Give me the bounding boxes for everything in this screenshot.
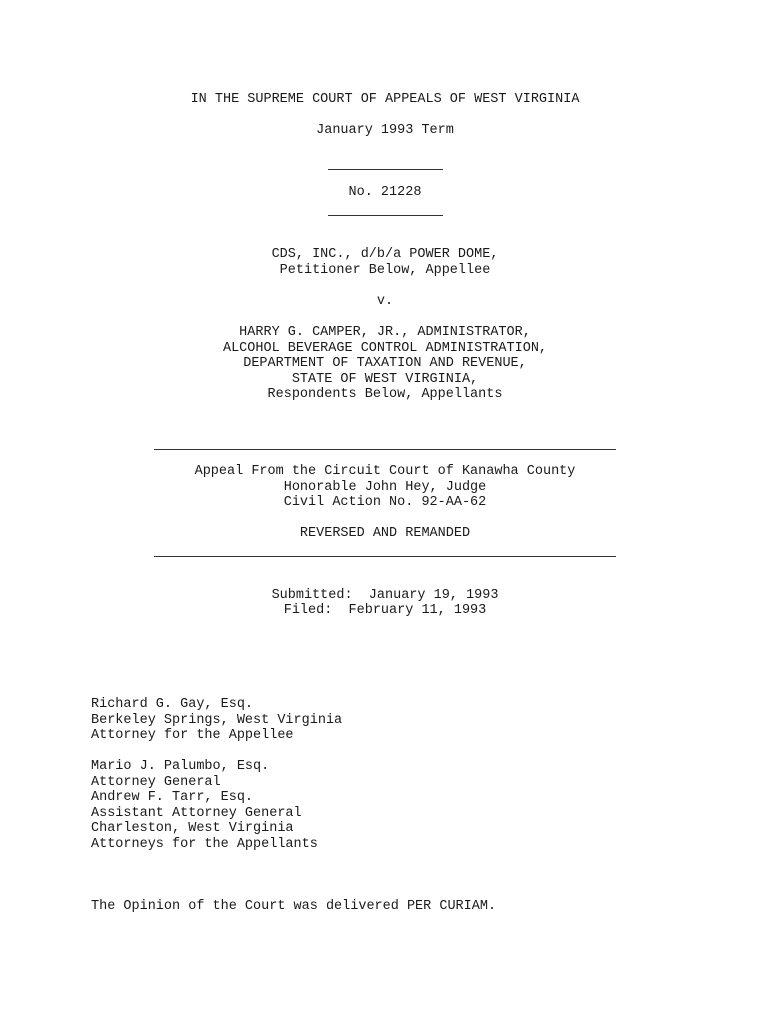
appeal-divider-top: [154, 449, 616, 450]
respondent-line: ALCOHOL BEVERAGE CONTROL ADMINISTRATION,: [222, 341, 548, 356]
appeal-from: Appeal From the Circuit Court of Kanawha County: [194, 464, 576, 479]
appellants-counsel-line: Attorney General: [91, 775, 221, 790]
appellee-counsel-line: Attorney for the Appellee: [91, 728, 294, 743]
court-title: IN THE SUPREME COURT OF APPEALS OF WEST VIRGINIA: [190, 92, 580, 107]
versus: v.: [376, 294, 394, 309]
disposition: REVERSED AND REMANDED: [299, 526, 471, 541]
appellants-counsel-line: Mario J. Palumbo, Esq.: [91, 759, 270, 774]
appellants-counsel-line: Attorneys for the Appellants: [91, 837, 318, 852]
petitioner-role: Petitioner Below, Appellee: [279, 263, 491, 278]
appeal-divider-bottom: [154, 556, 616, 557]
opinion-statement: The Opinion of the Court was delivered PER CURIAM.: [91, 899, 497, 914]
respondent-line: DEPARTMENT OF TAXATION AND REVENUE,: [243, 356, 527, 371]
civil-action: Civil Action No. 92-AA-62: [283, 495, 487, 510]
respondent-role: Respondents Below, Appellants: [267, 387, 503, 402]
appellants-counsel-line: Assistant Attorney General: [91, 806, 302, 821]
appellants-counsel-line: Andrew F. Tarr, Esq.: [91, 790, 254, 805]
case-number: No. 21228: [348, 185, 422, 200]
filed-date: Filed: February 11, 1993: [283, 603, 487, 618]
divider-top: [328, 169, 443, 170]
appeal-judge: Honorable John Hey, Judge: [283, 480, 487, 495]
respondent-line: STATE OF WEST VIRGINIA,: [291, 372, 479, 387]
appellee-counsel-line: Berkeley Springs, West Virginia: [91, 713, 343, 728]
petitioner-name: CDS, INC., d/b/a POWER DOME,: [271, 247, 499, 262]
appellee-counsel-line: Richard G. Gay, Esq.: [91, 697, 254, 712]
term: January 1993 Term: [316, 123, 454, 138]
divider-bottom: [328, 215, 443, 216]
submitted-date: Submitted: January 19, 1993: [271, 588, 499, 603]
respondent-line: HARRY G. CAMPER, JR., ADMINISTRATOR,: [239, 325, 531, 340]
appellants-counsel-line: Charleston, West Virginia: [91, 821, 294, 836]
